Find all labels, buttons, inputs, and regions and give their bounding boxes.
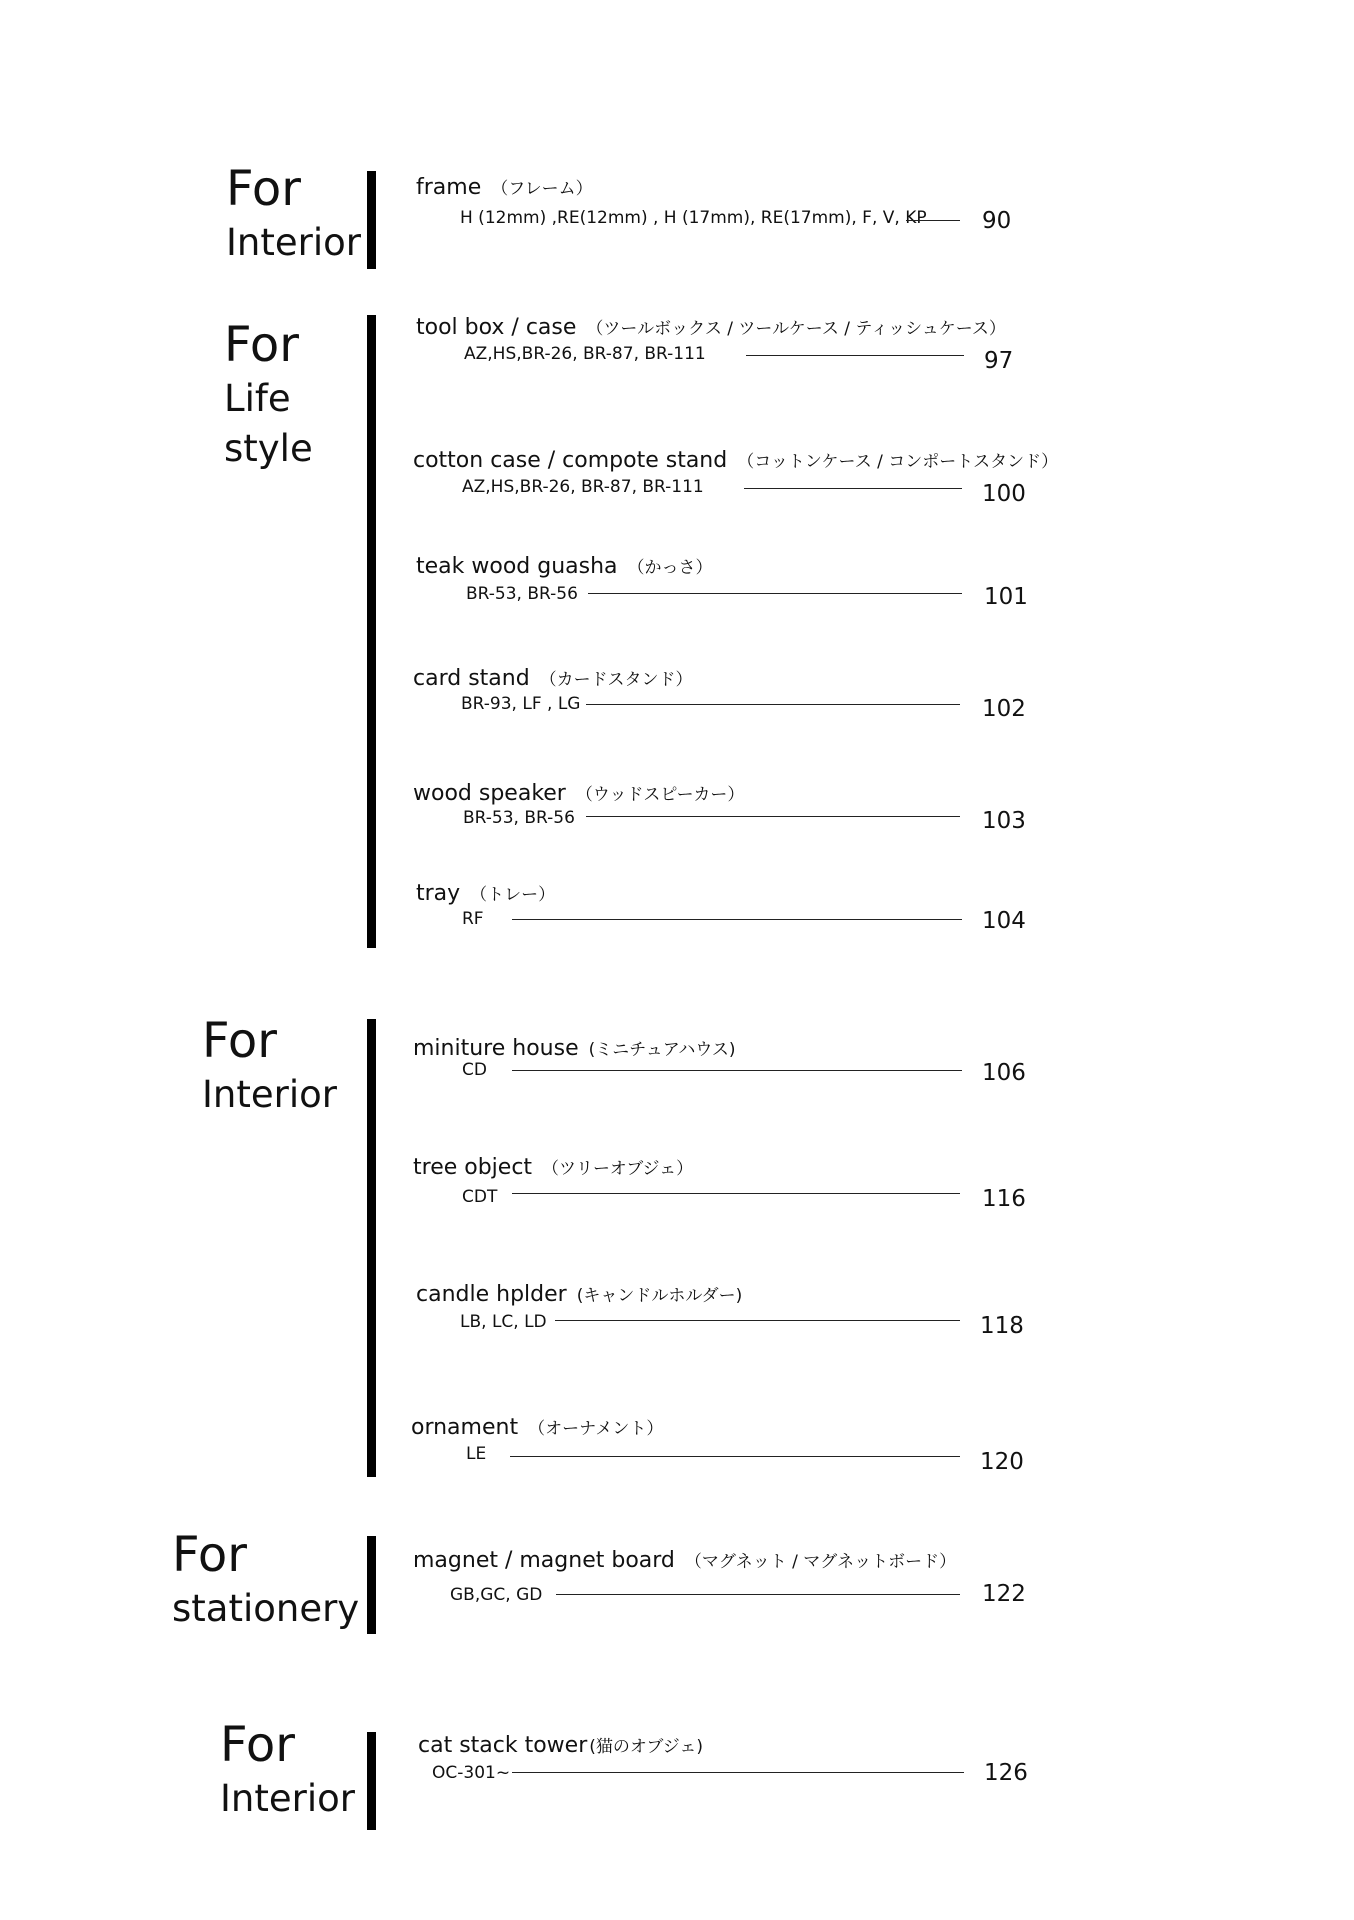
section-label-line: For xyxy=(226,161,301,217)
section-divider-bar xyxy=(367,1732,376,1830)
entry-codes: BR-93, LF , LG xyxy=(461,694,581,714)
entry-name: magnet / magnet board xyxy=(413,1548,675,1573)
entry-title xyxy=(413,1154,693,1180)
section-label-line: Interior xyxy=(220,1777,355,1820)
entry-title xyxy=(416,553,713,579)
entry-name: tree object xyxy=(413,1155,533,1180)
leader-line xyxy=(586,816,960,817)
entry-name-jp: (ミニチュアハウス) xyxy=(588,1040,736,1060)
page-number: 120 xyxy=(980,1449,1024,1475)
entry-title xyxy=(416,1281,742,1307)
page-number: 97 xyxy=(984,348,1014,374)
section-label-interior-1 xyxy=(226,160,361,268)
entry-codes: GB,GC, GD xyxy=(450,1585,543,1605)
entry-name-jp: （カードスタンド） xyxy=(539,670,693,690)
leader-line xyxy=(512,1193,960,1194)
page-number: 103 xyxy=(982,808,1026,834)
section-label-line: For xyxy=(220,1717,295,1773)
entry-title xyxy=(416,880,555,906)
entry-name-jp: （フレーム） xyxy=(491,179,593,199)
section-label-line: For xyxy=(224,317,299,373)
entry-name: miniture house xyxy=(413,1036,579,1061)
section-label-lifestyle xyxy=(224,316,313,474)
entry-name: frame xyxy=(416,175,482,200)
entry-codes: H (12mm) ,RE(12mm) , H (17mm), RE(17mm), F, V, KP xyxy=(460,208,927,228)
leader-line xyxy=(556,1594,960,1595)
entry-name-jp: （コットンケース / コンポートスタンド） xyxy=(737,452,1059,472)
entry-title xyxy=(416,314,1006,340)
entry-codes: CDT xyxy=(462,1187,498,1207)
page-number: 90 xyxy=(982,208,1012,234)
entry-title xyxy=(416,174,593,200)
entry-codes: AZ,HS,BR-26, BR-87, BR-111 xyxy=(464,344,706,364)
section-label-line: For xyxy=(202,1013,277,1069)
leader-line xyxy=(510,1456,960,1457)
page-number: 101 xyxy=(984,584,1028,610)
leader-line xyxy=(512,1070,962,1071)
section-label-stationery xyxy=(172,1526,359,1634)
entry-name: tray xyxy=(416,881,461,906)
page-number: 106 xyxy=(982,1060,1026,1086)
page-number: 116 xyxy=(982,1186,1026,1212)
entry-name: candle hplder xyxy=(416,1282,567,1307)
entry-name-jp: （トレー） xyxy=(470,885,556,905)
section-divider-bar xyxy=(367,1536,376,1634)
entry-name: tool box / case xyxy=(416,315,577,340)
entry-codes: LB, LC, LD xyxy=(460,1312,547,1332)
entry-name: cat stack tower xyxy=(418,1733,588,1758)
section-label-interior-2 xyxy=(202,1012,337,1120)
leader-line xyxy=(555,1320,960,1321)
entry-name-jp: (キャンドルホルダー) xyxy=(576,1286,743,1306)
entry-name-jp: （ウッドスピーカー） xyxy=(575,785,745,805)
entry-name-jp: （マグネット / マグネットボード） xyxy=(684,1552,957,1572)
page-number: 102 xyxy=(982,696,1026,722)
entry-title xyxy=(413,1547,956,1573)
leader-line xyxy=(906,220,960,221)
entry-name: ornament xyxy=(411,1415,519,1440)
section-label-line: Life xyxy=(224,377,291,420)
section-label-line: Interior xyxy=(226,221,361,264)
section-divider-bar xyxy=(367,171,376,269)
section-label-interior-3 xyxy=(220,1716,355,1824)
entry-name: wood speaker xyxy=(413,781,566,806)
entry-name: teak wood guasha xyxy=(416,554,618,579)
section-divider-bar xyxy=(367,1019,376,1477)
entry-title xyxy=(413,447,1058,473)
page-number: 118 xyxy=(980,1313,1024,1339)
entry-title xyxy=(413,780,744,806)
entry-codes: OC-301~ xyxy=(432,1763,511,1783)
entry-title xyxy=(413,1035,736,1061)
section-label-line: stationery xyxy=(172,1587,360,1630)
entry-codes: LE xyxy=(466,1444,487,1464)
leader-line xyxy=(586,704,960,705)
entry-name: card stand xyxy=(413,666,530,691)
section-label-line: For xyxy=(172,1527,247,1583)
leader-line xyxy=(588,593,962,594)
entry-name-jp: （ツリーオブジェ） xyxy=(542,1159,694,1179)
entry-name-jp: (猫のオブジェ) xyxy=(589,1737,704,1757)
page-number: 126 xyxy=(984,1760,1028,1786)
entry-codes: RF xyxy=(462,909,484,929)
leader-line xyxy=(512,919,962,920)
section-label-line: Interior xyxy=(202,1073,337,1116)
entry-codes: CD xyxy=(462,1060,487,1080)
page-number: 104 xyxy=(982,908,1026,934)
entry-title xyxy=(418,1732,703,1758)
section-divider-bar xyxy=(367,315,376,948)
leader-line xyxy=(512,1772,964,1773)
leader-line xyxy=(746,355,964,356)
section-label-line: style xyxy=(224,427,313,470)
entry-title xyxy=(413,665,693,691)
entry-name-jp: （かっさ） xyxy=(627,558,713,578)
entry-title xyxy=(411,1414,663,1440)
page-number: 122 xyxy=(982,1581,1026,1607)
entry-name-jp: （ツールボックス / ツールケース / ティッシュケース） xyxy=(586,319,1006,339)
entry-name-jp: （オーナメント） xyxy=(528,1419,664,1439)
leader-line xyxy=(744,488,962,489)
entry-name: cotton case / compote stand xyxy=(413,448,728,473)
entry-codes: BR-53, BR-56 xyxy=(463,808,575,828)
entry-codes: AZ,HS,BR-26, BR-87, BR-111 xyxy=(462,477,704,497)
entry-codes: BR-53, BR-56 xyxy=(466,584,578,604)
page-number: 100 xyxy=(982,481,1026,507)
